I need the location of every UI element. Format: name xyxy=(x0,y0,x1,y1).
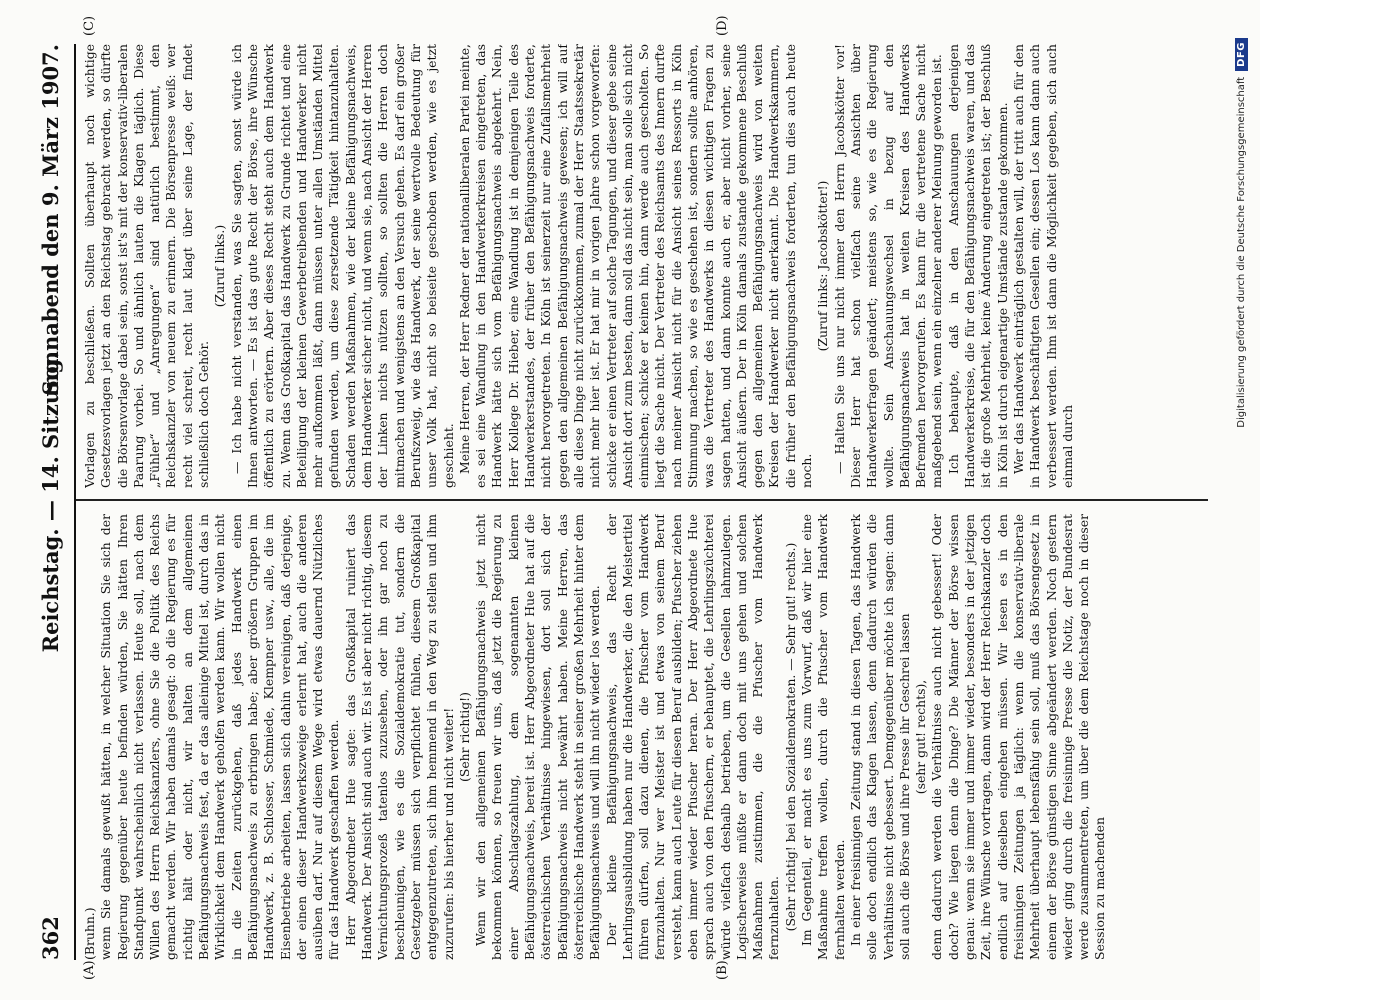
interjection: (Sehr richtig! bei den Sozialdemokraten. — Sehr gut! rechts.) xyxy=(782,542,798,932)
page-number: 362 xyxy=(38,916,63,960)
left-column xyxy=(82,514,1204,960)
speaker-name: (Bruhn.) xyxy=(82,907,97,960)
digitization-note: Digitalisierung gefördert durch die Deutsche Forschungsgemeinschaft xyxy=(1236,76,1247,428)
margin-mark-a: (A) xyxy=(82,960,97,980)
interjection: (sehr gut! rechts), xyxy=(913,679,929,795)
margin-mark-d: (D) xyxy=(715,15,730,36)
paragraph: wenn Sie damals gewußt hätten, in welcher Situation Sie sich der Regierung gegenüber heute befinden würden, Sie hätten Ihren Standpunkt wahrscheinlich nicht verlassen. Heute soll, nach dem Willen des Herrn Reichskanzlers, ohne Sie die Politik des Reichs gemacht werden. Wir haben damals gesagt: ob die Regierung es für richtig hält oder nicht, wir halten an dem allgemeinen Befähigungsnachweis fest, da er das alleinige Mittel ist, durch das in Wirklichkeit dem Handwerk geholfen werden kann. Wir wollen nicht in die Zeiten zurückgehen, daß jedes Handwerk einen Befähigungsnachweis zu erbringen habe; aber größern Gruppen im Handwerk, z. B. Schlosser, Schmiede, Klempner usw., alle, die im Eisenbetriebe arbeiten, lassen sich dahin vereinigen, daß derjenige, der einen dieser Handwerkszweige erlernt hat, auch die anderen ausüben darf. Nur auf diesem Wege wird etwas dauernd Nützliches für das Handwerk geschaffen werden. xyxy=(98,514,342,960)
paragraph: Im Gegenteil, er macht es uns zum Vorwurf, daß wir hier eine Maßnahme treffen wollen, durch die Pfuscher vom Handwerk fernhalten werden. xyxy=(799,514,847,960)
paragraph: denn dadurch werden die Verhältnisse auch nicht gebessert! Oder doch? Wie liegen denn die Dinge? Die Männer der Börse wissen genau: wenn sie immer und immer wieder, besonders in der jetzigen Zeit, ihre Wünsche vortragen, dann wird der Herr Reichskanzler doch endlich auf dieselben eingehen müssen. Wir lesen es in den freisinnigen Zeitungen ja täglich: wenn die konservativ-liberale Mehrheit überhaupt lebensfähig sein soll, muß das Börsengesetz in einem der Börse günstigen Sinne abgeändert werden. Noch gestern wieder ging durch die freisinnige Presse die Notiz, der Bundesrat werde zusammentreten, um über die dem Reichstage noch in dieser Session zu machenden xyxy=(929,514,1108,960)
paragraph: In einer freisinnigen Zeitung stand in diesen Tagen, das Handwerk solle doch endlich das Klagen lassen, denn dadurch würden die Verhältnisse nicht gebessert. Demgegenüber möchte ich sagen: dann soll auch die Börse und ihre Presse ihr Geschrei lassen xyxy=(847,514,912,960)
margin-mark-b: (B) xyxy=(715,960,730,980)
page-header xyxy=(38,44,72,960)
interjection: (Zuruf links.) xyxy=(212,224,228,308)
header-rule xyxy=(74,44,76,960)
paragraph: — Ich habe nicht verstanden, was Sie sagten, sonst würde ich Ihnen antworten. — Es ist das gute Recht der Börse, ihre Wünsche öffentlich zu erörtern. Aber dieses Recht steht auch dem Handwerk zu. Wenn das Großkapital das Handwerk zu Grunde richtet und eine Beteiligung der kleinen Gewerbetreibenden und Handwerker nicht mehr aufkommen läßt, dann müssen unter allen Umständen Mittel gefunden werden, um diese zersetzende Tätigkeit hintanzuhalten. Schaden werden Maßnahmen, wie der kleine Befähigungsnachweis, dem Handwerker sicher nicht, und wenn sie, nach Ansicht der Herren der Linken nichts nützen sollten, so sollten die Herren doch mitmachen und wenigstens an den Versuch gehen. Es darf ein großer Berufszweig, wie das Handwerk, der seine wertvolle Bedeutung für unser Volk hat, nicht so beiseite geschoben werden, wie es jetzt geschieht. xyxy=(228,44,456,488)
paragraph: Vorlagen zu beschließen. Sollten überhaupt noch wichtige Gesetzesvorlagen jetzt an den Reichstag gebracht werden, so dürfte die Börsenvorlage dabei sein, sonst ist's mit der konservativ-liberalen Paarung vorbei. So und ähnlich lauten die Klagen täglich. Diese „Fühler“ und „Anregungen“ sind natürlich bestimmt, den Reichskanzler von neuem zu erinnern. Die Börsenpresse weiß: wer recht viel schreit, recht laut klagt über seine Lage, der findet schließlich doch Gehör. xyxy=(82,44,212,488)
right-column xyxy=(82,44,1204,488)
paragraph: Wenn wir den allgemeinen Befähigungsnachweis jetzt nicht bekommen können, so freuen wir uns, daß jetzt die Regierung zu einer Abschlagszahlung, dem sogenannten kleinen Befähigungsnachweis, bereit ist. Herr Abgeordneter Hue hat auf die österreichischen Verhältnisse hingewiesen, dort soll sich der Befähigungsnachweis nicht bewährt haben. Meine Herren, das österreichische Handwerk steht in seiner großen Mehrheit hinter dem Befähigungsnachweis und will ihn nicht wieder los werden. xyxy=(473,514,603,960)
date-title: Sonnabend den 9. März 1907. xyxy=(38,44,63,396)
paragraph: Ich behaupte, daß in den Anschauungen derjenigen Handwerkerkreise, die für den Befähigungsnachweis waren, und das ist die große Mehrheit, keine Änderung eingetreten ist; der Beschluß in Köln ist durch eigenartige Umstände zustande gekommen. xyxy=(945,44,1010,488)
paragraph: Der kleine Befähigungsnachweis, das Recht der Lehrlingsausbildung haben nur die Handwerker, die den Meistertitel führen dürfen, soll dazu dienen, die Pfuscher vom Handwerk fernzuhalten. Nur wer Meister ist und etwas von seinem Beruf versteht, kann auch Leute für diesen Beruf ausbilden; Pfuscher ziehen eben immer wieder Pfuscher heran. Der Herr Abgeordnete Hue sprach auch von den Pfuschern, er behauptet, die Lehrlingszüchterei würde vielfach deshalb betrieben, um die Gesellen lahmzulegen. Logischerweise müßte er dann doch mit uns gehen und solchen Maßnahmen zustimmen, die die Pfuscher vom Handwerk fernzuhalten. xyxy=(603,514,782,960)
paragraph: Herr Abgeordneter Hue sagte: das Großkapital ruiniert das Handwerk. Der Ansicht sind auch wir. Es ist aber nicht richtig, diesem Vernichtungsprozeß tatenlos zuzusehen, oder ihn gar noch zu beschleunigen, wie es die Sozialdemokratie tut, sondern die Gesetzgeber müssen sich verpflichtet fühlen, diesem Großkapital entgegenzutreten, sich ihm hemmend in den Weg zu stellen und ihm zuzurufen: bis hierher und nicht weiter! xyxy=(342,514,456,960)
sitting-title: Reichstag. — 14. Sitzung. xyxy=(38,351,63,653)
dfg-logo: DFG xyxy=(1235,38,1248,71)
paragraph: Wer das Handwerk einträglich gestalten will, der tritt auch für den in Handwerk beschäftigten Gesellen ein; dessen Los kann dann auch verbessert werden. Ihm ist dann die Möglichkeit gegeben, sich auch einmal durch xyxy=(1010,44,1075,488)
digitization-footer xyxy=(1235,38,1248,428)
paragraph: — Halten Sie uns nur nicht immer den Herrn Jacobskötter vor! Dieser Herr hat schon vielfach seine Ansichten über Handwerkerfragen geändert; meistens so, wie es die Regierung wollte. Sein Anschauungswechsel in bezug auf den Befähigungsnachweis hat in weiten Kreisen des Handwerks Befremden hervorgerufen. Es kann für die vertretene Sache nicht maßgebend sein, wenn ein einzelner anderer Meinung geworden ist. xyxy=(831,44,945,488)
interjection: (Zuruf links: Jacobskötter!) xyxy=(815,180,831,352)
paragraph: Meine Herren, der Herr Redner der nationalliberalen Partei meinte, es sei eine Wandlung in den Handwerkerkreisen eingetreten, das Handwerk hätte sich vom Befähigungsnachweis abgekehrt. Nein, Herr Kollege Dr. Hieber, eine Wandlung ist in demjenigen Teile des Handwerkerstandes, der früher den Befähigungsnachweis forderte, nicht hervorgetreten. In Köln ist seinerzeit nur eine Zufallsmehrheit gegen den allgemeinen Befähigungsnachweis gewesen; ich will auf alle diese Dinge nicht zurückkommen, zumal der Herr Staatssekretär nicht mehr hier ist. Er hat mir in vorigen Jahre schon vorgeworfen: schicke er einen Vertreter auf solche Tagungen, und dieser gebe seine Ansicht dort zum besten, dann soll das nicht sein, man solle sich nicht einmischen; schicke er keinen hin, dann werde auch gescholten. So liegt die Sache nicht. Der Vertreter des Reichsamts des Innern durfte nach meiner Ansicht nicht für die Ansicht seines Ressorts in Köln Stimmung machen, so wie es geschehen ist, sondern sollte anhören, was die Vertreter des Handwerks in diesen wichtigen Fragen zu sagen hatten, und dann konnte auch er, aber nicht vorher, seine Ansicht äußern. Der in Köln damals zustande gekommene Beschluß gegen den allgemeinen Befähigungsnachweis wird von weiten Kreisen der Handwerker nicht anerkannt. Die Handwerkskammern, die früher den Befähigungsnachweis forderten, tun dies auch heute noch. xyxy=(456,44,815,488)
margin-mark-c: (C) xyxy=(82,15,97,36)
interjection: (Sehr richtig!) xyxy=(456,692,472,782)
column-divider xyxy=(76,500,1208,502)
